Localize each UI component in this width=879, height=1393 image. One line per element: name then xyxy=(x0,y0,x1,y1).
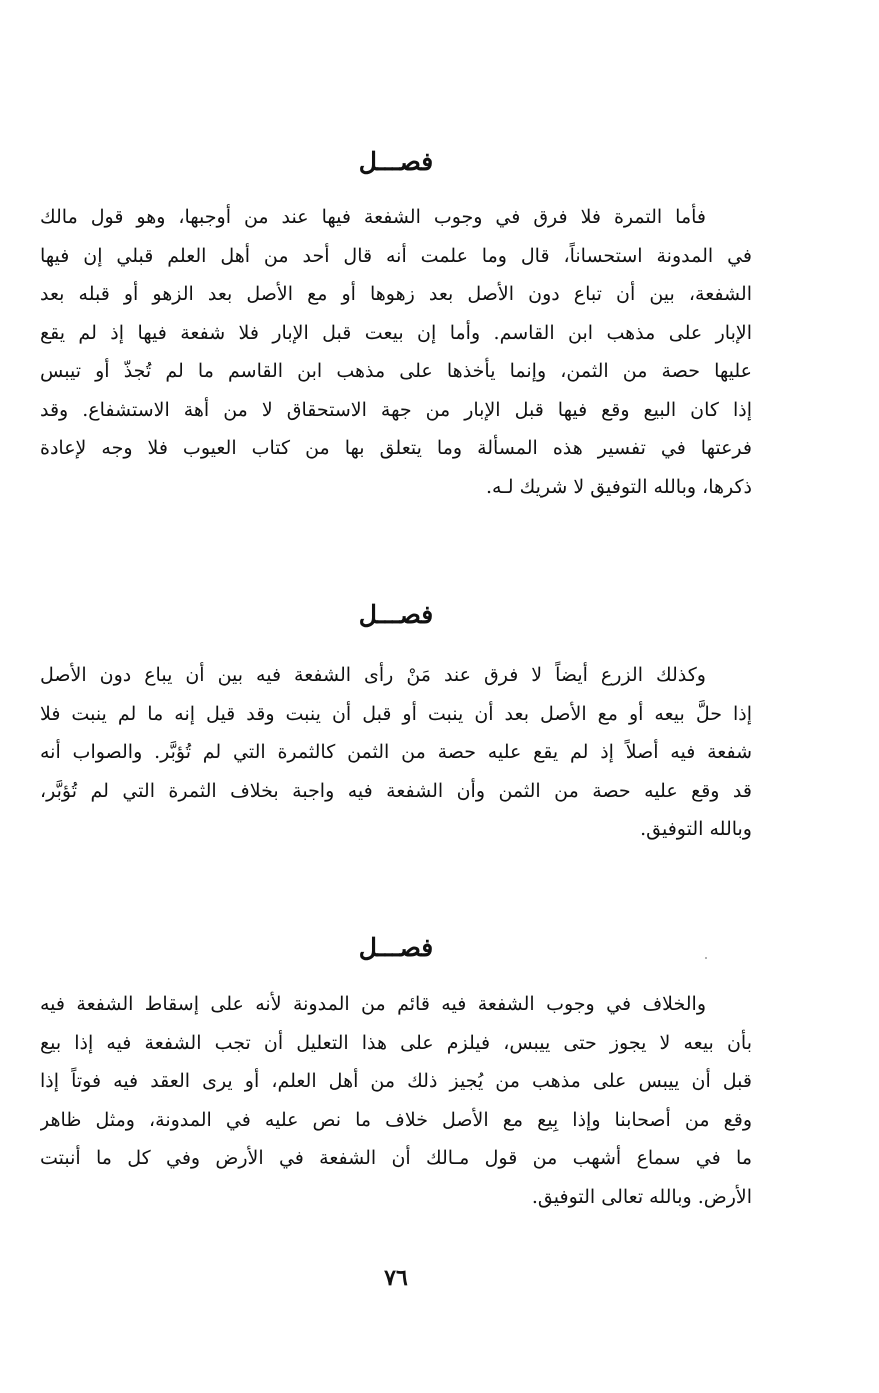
section-1-line-8: ذكرها، وبالله التوفيق لا شريك لـه. xyxy=(485,475,752,498)
section-1-body xyxy=(40,198,752,506)
section-3-line-1: والخلاف في وجوب الشفعة فيه قائم من المدونة لأنه على إسقاط الشفعة فيه xyxy=(40,993,706,1015)
section-3-line-4: وقع من أصحابنا وإذا بِيع مع الأصل خلاف ما نص عليه في المدونة، ومثل ظاهر xyxy=(40,1108,752,1131)
section-1-line-6: إذا كان البيع وقع فيها قبل الإبار من جهة الاستحقاق لا من أهة الاستشفاع. وقد xyxy=(40,398,752,421)
section-3-line-2: بأن بيعه لا يجوز حتى ييبس، فيلزم على هذا التعليل أن تجب الشفعة فيه إذا بيع xyxy=(40,1031,752,1054)
section-2-line-4: قد وقع عليه حصة من الثمن وأن الشفعة فيه واجبة بخلاف الثمرة التي لم تُؤبَّر، xyxy=(40,779,752,802)
section-2-line-2: إذا حلَّ بيعه أو مع الأصل بعد أن ينبت أو قبل أن ينبت وقد قيل إنه ما لم ينبت فلا xyxy=(40,702,752,725)
section-2-title: فصـــل xyxy=(358,600,434,629)
section-2-line-1: وكذلك الزرع أيضاً لا فرق عند مَنْ رأى الشفعة فيه بين أن يباع دون الأصل xyxy=(40,664,706,686)
section-2-body xyxy=(40,656,752,849)
section-3-title: فصـــل xyxy=(358,933,434,962)
section-1-line-3: الشفعة، بين أن تباع دون الأصل بعد زهوها أو مع الأصل بعد الزهو أو قبله بعد xyxy=(40,283,752,305)
section-3-body xyxy=(40,985,752,1216)
section-1-line-7: فرعتها في تفسير هذه المسألة وما يتعلق بها من كتاب العيوب فلا وجه لإعادة xyxy=(40,437,752,459)
section-1-title: فصـــل xyxy=(358,147,434,176)
section-2-line-5: وبالله التوفيق. xyxy=(640,818,752,840)
section-3-line-3: قبل أن ييبس على مذهب من يُجيز ذلك من أهل العلم، أو يرى العقد فيه فوتاً إذا xyxy=(40,1070,752,1092)
document-page xyxy=(40,0,752,1393)
scan-speck xyxy=(705,957,707,959)
section-1-line-1: فأما التمرة فلا فرق في وجوب الشفعة فيها عند من أوجبها، وهو قول مالك xyxy=(40,206,706,228)
section-2-line-3: شفعة فيه أصلاً إذ لم يقع عليه حصة من الثمن كالثمرة التي لم تُؤبَّر. والصواب أنه xyxy=(40,741,752,763)
section-1-line-4: الإبار على مذهب ابن القاسم. وأما إن بيعت قبل الإبار فلا شفعة فيها إذ لم يقع xyxy=(40,321,752,344)
section-1-line-5: عليها حصة من الثمن، وإنما يأخذها على مذهب ابن القاسم ما لم تُجذّ أو تيبس xyxy=(40,360,752,382)
section-1-line-2: في المدونة استحساناً، قال وما علمت أنه قال أحد من أهل العلم قبلي إن فيها xyxy=(40,244,752,267)
page-number: ٧٦ xyxy=(384,1265,408,1291)
section-3-line-6: الأرض. وبالله تعالى التوفيق. xyxy=(531,1185,752,1208)
section-3-line-5: ما في سماع أشهب من قول مـالك أن الشفعة في الأرض وفي كل ما أنبتت xyxy=(40,1147,752,1169)
